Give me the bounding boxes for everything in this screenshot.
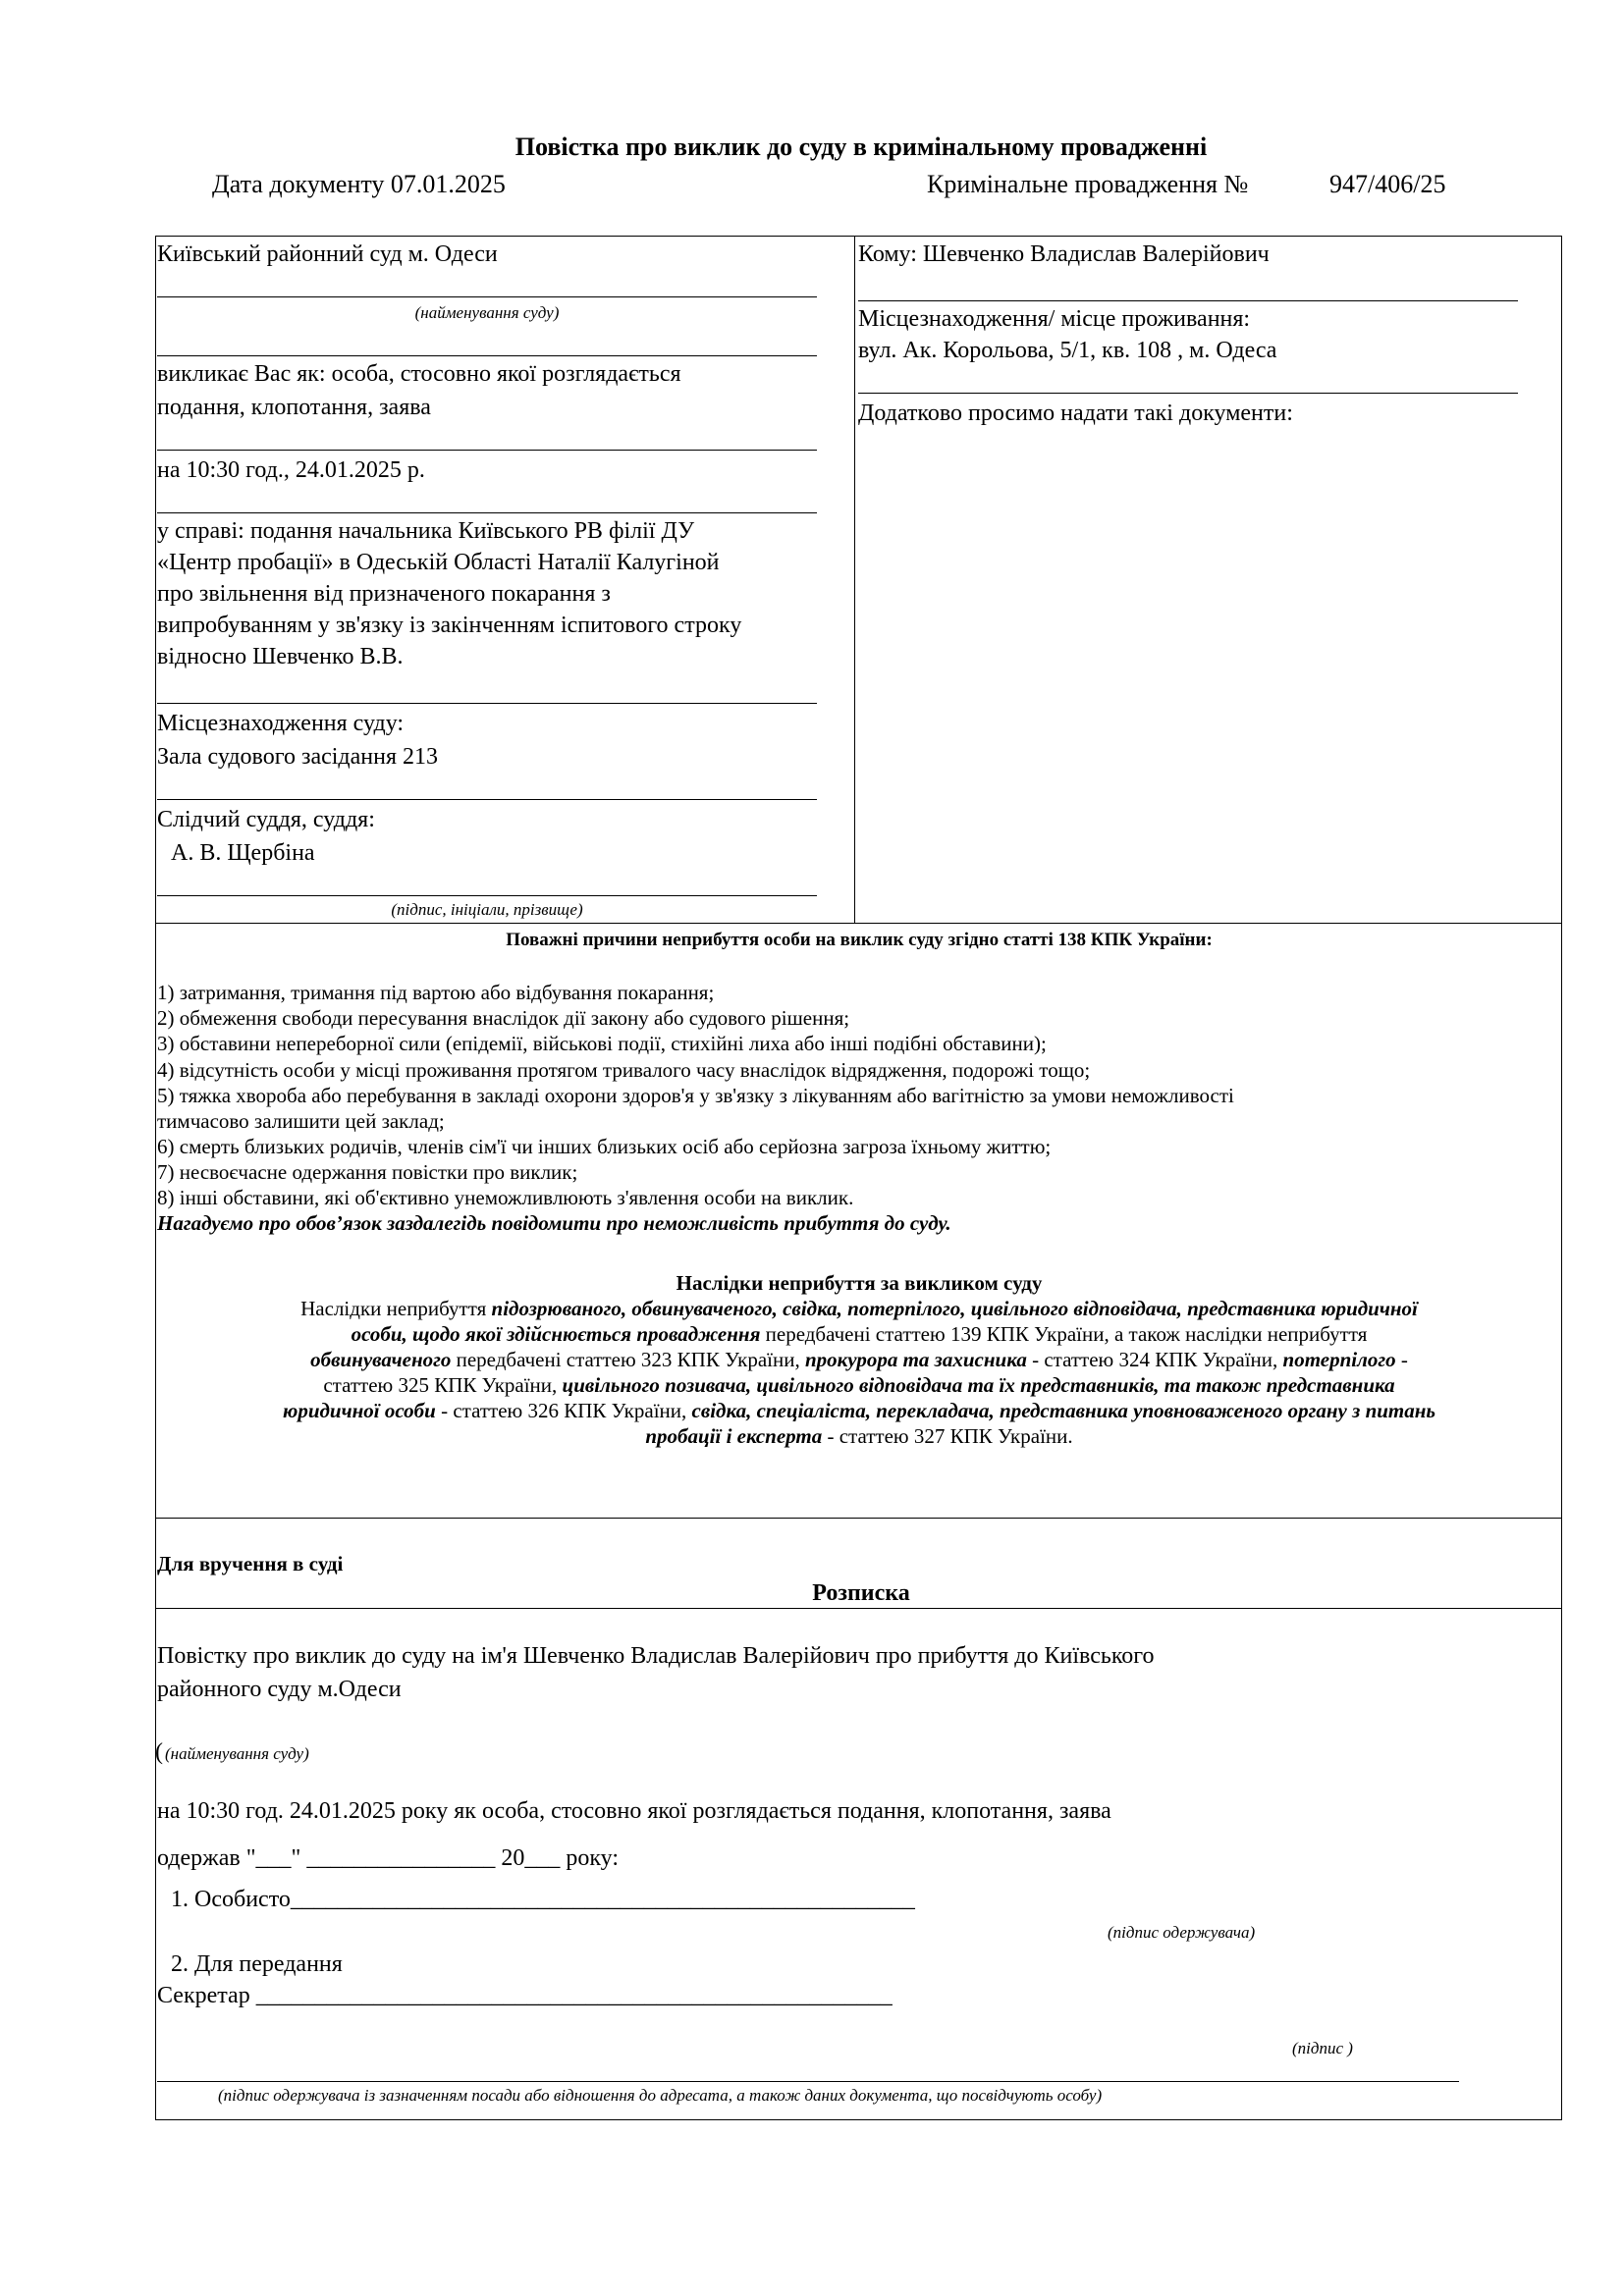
reason-item: тимчасово залишити цей заклад; xyxy=(157,1109,445,1133)
case-description-line4: випробуванням у зв'язку із закінченням іспитового строку xyxy=(157,613,742,638)
recipient-sign-caption: (підпис одержувача) xyxy=(1108,1923,1256,1942)
frame-right-border xyxy=(1561,236,1562,1608)
consequences-text: юридичної особи xyxy=(282,1399,436,1422)
consequences-text: потерпілого xyxy=(1282,1348,1396,1371)
for-court-label: Для вручення в суді xyxy=(157,1552,344,1575)
personal-signature-line: 1. Особисто_____________________________________________________ xyxy=(171,1887,915,1912)
consequences-text: передбачені статтею 323 КПК України, xyxy=(451,1348,805,1371)
receipt-line3: на 10:30 год. 24.01.2025 року як особа, стосовно якої розглядається подання, клопотання, заява xyxy=(157,1798,1111,1824)
document-date: Дата документу 07.01.2025 xyxy=(212,170,506,198)
reason-item: 8) інші обставини, які об'єктивно унеможливлюють з'явлення особи на виклик. xyxy=(157,1186,854,1209)
court-location-label: Місцезнаходження суду: xyxy=(157,711,405,736)
receipt-title: Розписка xyxy=(812,1580,910,1606)
case-number: 947/406/25 xyxy=(1329,170,1446,198)
court-name: Київський районний суд м. Одеси xyxy=(157,241,498,267)
consequences-text: Наслідки неприбуття xyxy=(300,1297,492,1320)
reason-item: 3) обставини непереборної сили (епідемії, військові події, стихійні лиха або інші подібні обставини); xyxy=(157,1032,1047,1055)
secretary-line: Секретар ______________________________________________________ xyxy=(157,1983,893,2008)
consequences-text: підозрюваного, обвинуваченого, свідка, потерпілого, цивільного відповідача, представника юридичної xyxy=(491,1297,1418,1320)
frame-top-border xyxy=(155,236,1562,237)
reason-item: 1) затримання, тримання під вартою або відбування покарання; xyxy=(157,981,715,1004)
consequences-line3 xyxy=(157,1347,1561,1372)
reason-item: 5) тяжка хвороба або перебування в закладі охорони здоров'я у зв'язку з лікуванням або вагітністю за умови неможливості xyxy=(157,1084,1234,1107)
consequences-text: свідка, спеціаліста, перекладача, представника уповноваженого органу з питань xyxy=(691,1399,1436,1422)
reason-item: 2) обмеження свободи пересування внаслідок дії закону або судового рішення; xyxy=(157,1006,850,1030)
underline-caption xyxy=(157,355,817,356)
underline-location xyxy=(157,799,817,800)
underline-role xyxy=(157,450,817,451)
court-caption: (найменування суду) xyxy=(414,303,560,322)
reminder-note: Нагадуємо про обов’язок заздалегідь повідомити про неможливість прибуття до суду. xyxy=(157,1211,951,1235)
court-location-value: Зала судового засідання 213 xyxy=(157,744,439,770)
case-description-line3: про звільнення від призначеного покарання з xyxy=(157,581,611,607)
underline-datetime xyxy=(157,512,817,513)
consequences-text: передбачені статтею 139 КПК України, а також наслідки неприбуття xyxy=(760,1322,1368,1346)
consequences-title: Наслідки неприбуття за викликом суду xyxy=(676,1271,1043,1295)
hearing-datetime: на 10:30 год., 24.01.2025 р. xyxy=(157,457,425,483)
case-description-line2: «Центр пробації» в Одеській Області Наталії Калугіной xyxy=(157,550,720,575)
underline-court xyxy=(157,296,817,297)
column-divider xyxy=(854,236,855,923)
documents-label: Додатково просимо надати такі документи: xyxy=(858,400,1293,426)
consequences-text: - статтею 326 КПК України, xyxy=(435,1399,692,1422)
judge-label: Слідчий суддя, суддя: xyxy=(157,807,375,832)
consequences-line2 xyxy=(157,1321,1561,1347)
consequences-text: цивільного позивача, цивільного відповідача та їх представників, та також представника xyxy=(562,1373,1395,1397)
frame-left-border xyxy=(155,236,156,1608)
bottom-signature-line xyxy=(157,2081,1459,2082)
address-label: Місцезнаходження/ місце проживання: xyxy=(858,306,1251,332)
transfer-label: 2. Для передання xyxy=(171,1951,343,1977)
underline-judge xyxy=(157,895,817,896)
summons-role-line1: викликає Вас як: особа, стосовно якої розглядається xyxy=(157,361,681,387)
recipient-name: Кому: Шевченко Владислав Валерійович xyxy=(858,241,1270,267)
section-divider-reasons xyxy=(155,923,1562,924)
underline-case xyxy=(157,703,817,704)
consequences-line6 xyxy=(157,1423,1561,1449)
case-label: Кримінальне провадження № xyxy=(927,170,1249,198)
consequences-line1 xyxy=(157,1296,1561,1321)
reason-item: 4) відсутність особи у місці проживання протягом тривалого часу внаслідок відрядження, подорожі тощо; xyxy=(157,1058,1091,1082)
case-description-line5: відносно Шевченко В.В. xyxy=(157,644,404,669)
document-title: Повістка про виклик до суду в кримінальному провадженні xyxy=(514,133,1208,161)
receipt-court-caption: (найменування суду) xyxy=(165,1744,309,1763)
consequences-text: обвинуваченого xyxy=(310,1348,452,1371)
judge-name: А. В. Щербіна xyxy=(171,840,315,866)
judge-sign-caption: (підпис, ініціали, прізвище) xyxy=(391,900,583,919)
receipt-paren: ( xyxy=(155,1739,163,1765)
consequences-line4 xyxy=(157,1372,1561,1398)
secretary-sign-caption: (підпис ) xyxy=(1292,2039,1353,2057)
address-value: вул. Ак. Корольова, 5/1, кв. 108 , м. Одеса xyxy=(858,338,1277,363)
consequences-text: особи, щодо якої здійснюється провадження xyxy=(351,1322,761,1346)
reason-item: 6) смерть близьких родичів, членів сім'ї чи інших близьких осіб або серйозна загроза їхньому життю; xyxy=(157,1135,1052,1158)
received-date-line: одержав "___" ________________ 20___ року: xyxy=(157,1845,620,1871)
underline-recipient xyxy=(858,300,1518,301)
receipt-line1: Повістку про виклик до суду на ім'я Шевченко Владислав Валерійович про прибуття до Київського xyxy=(157,1643,1155,1669)
underline-address xyxy=(858,393,1518,394)
case-description-line1: у справі: подання начальника Київського РВ філії ДУ xyxy=(157,518,695,544)
consequences-text: - статтею 324 КПК України, xyxy=(1026,1348,1283,1371)
consequences-line5 xyxy=(157,1398,1561,1423)
consequences-text: пробації і експерта xyxy=(645,1424,823,1448)
consequences-text: - статтею 327 КПК України. xyxy=(822,1424,1073,1448)
consequences-text: статтею 325 КПК України, xyxy=(323,1373,563,1397)
consequences-text: прокурора та захисника xyxy=(804,1348,1027,1371)
summons-role-line2: подання, клопотання, заява xyxy=(157,395,431,420)
reason-item: 7) несвоєчасне одержання повістки про виклик; xyxy=(157,1160,578,1184)
receipt-line2: районного суду м.Одеси xyxy=(157,1677,402,1702)
reasons-title: Поважні причини неприбуття особи на виклик суду згідно статті 138 КПК України: xyxy=(506,930,1213,950)
bottom-sign-caption: (підпис одержувача із зазначенням посади або відношення до адресата, а також даних документа, що посвідчують особу) xyxy=(218,2086,1103,2105)
consequences-text: - xyxy=(1395,1348,1408,1371)
